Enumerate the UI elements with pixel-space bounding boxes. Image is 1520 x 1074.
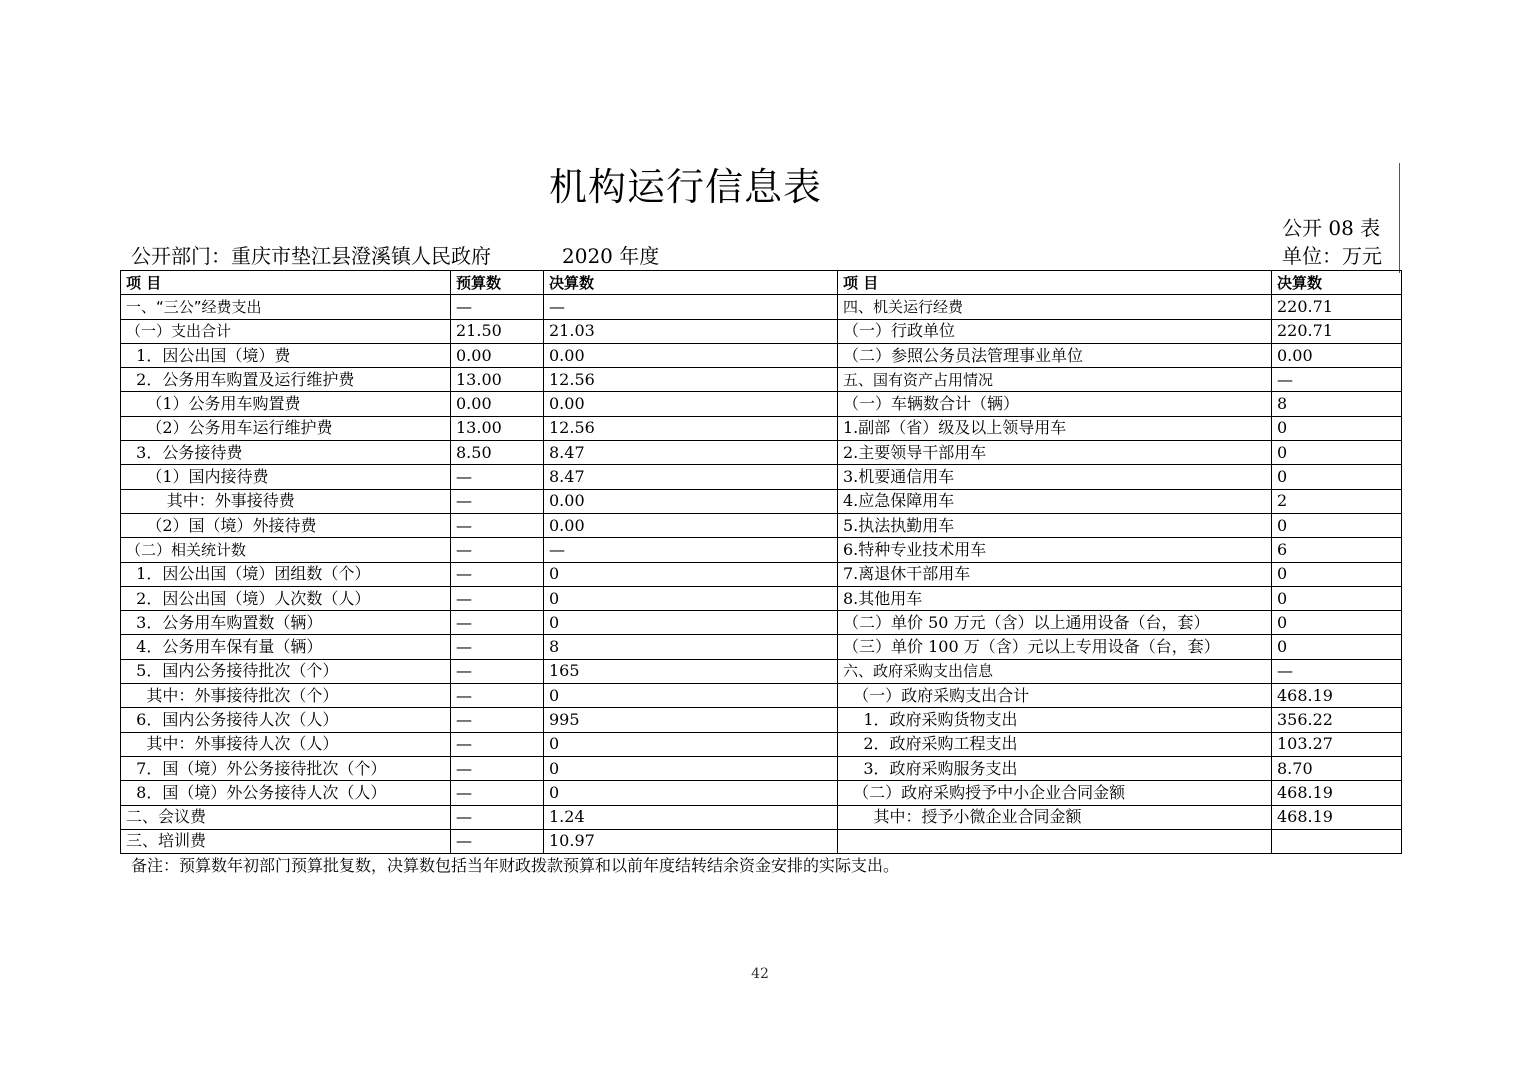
cell-final-right: 6	[1272, 538, 1402, 562]
institution-operation-table	[120, 270, 1402, 854]
cell-final-right: 0	[1272, 465, 1402, 489]
page-number: 42	[751, 966, 769, 982]
cell-final-right: —	[1272, 368, 1402, 392]
cell-item-right: （二）政府采购授予中小企业合同金额	[838, 781, 1272, 805]
cell-final-left: 0	[544, 684, 838, 708]
cell-budget: —	[451, 659, 544, 683]
department-label: 公开部门：重庆市垫江县澄溪镇人民政府	[131, 244, 491, 268]
cell-budget: —	[451, 732, 544, 756]
cell-item-right: 1.副部（省）级及以上领导用车	[838, 416, 1272, 440]
cell-item-left: 5．国内公务接待批次（个）	[121, 659, 451, 683]
cell-final-right: 0	[1272, 416, 1402, 440]
cell-item-left: 1．因公出国（境）费	[121, 343, 451, 367]
cell-final-left: 0.00	[544, 513, 838, 537]
table-row	[121, 805, 1402, 829]
cell-final-right: 468.19	[1272, 684, 1402, 708]
cell-item-right: 六、政府采购支出信息	[838, 659, 1272, 683]
cell-final-right: 0	[1272, 586, 1402, 610]
table-row	[121, 416, 1402, 440]
cell-item-left: 其中：外事接待人次（人）	[121, 732, 451, 756]
cell-item-right: 3.机要通信用车	[838, 465, 1272, 489]
cell-budget: —	[451, 295, 544, 319]
cell-final-left: 10.97	[544, 829, 838, 853]
table-row	[121, 489, 1402, 513]
table-row	[121, 756, 1402, 780]
cell-item-right: （二）参照公务员法管理事业单位	[838, 343, 1272, 367]
cell-item-right: 五、国有资产占用情况	[838, 368, 1272, 392]
cell-item-left: 4．公务用车保有量（辆）	[121, 635, 451, 659]
header-final-right: 决算数	[1272, 271, 1402, 295]
cell-final-left: 21.03	[544, 319, 838, 343]
page-title: 机构运行信息表	[549, 165, 823, 209]
table-row	[121, 732, 1402, 756]
form-number: 公开 08 表	[1282, 216, 1381, 240]
cell-item-right: 6.特种专业技术用车	[838, 538, 1272, 562]
footnote: 备注：预算数年初部门预算批复数，决算数包括当年财政拨款预算和以前年度结转结余资金安排的实际支出。	[131, 856, 900, 875]
cell-budget: —	[451, 538, 544, 562]
cell-final-left: —	[544, 538, 838, 562]
cell-item-right	[838, 829, 1272, 853]
cell-item-right: 四、机关运行经费	[838, 295, 1272, 319]
cell-final-left: 0.00	[544, 392, 838, 416]
cell-budget: 21.50	[451, 319, 544, 343]
table-row	[121, 368, 1402, 392]
cell-final-left: 0	[544, 732, 838, 756]
cell-budget: —	[451, 562, 544, 586]
cell-budget: 8.50	[451, 441, 544, 465]
cell-final-right: 220.71	[1272, 295, 1402, 319]
cell-item-left: 1．因公出国（境）团组数（个）	[121, 562, 451, 586]
cell-budget: —	[451, 781, 544, 805]
table-row	[121, 465, 1402, 489]
cell-item-left: 2．因公出国（境）人次数（人）	[121, 586, 451, 610]
table-row	[121, 635, 1402, 659]
table-row	[121, 611, 1402, 635]
cell-item-left: （1）公务用车购置费	[121, 392, 451, 416]
cell-final-right: 356.22	[1272, 708, 1402, 732]
cell-final-left: 0	[544, 756, 838, 780]
cell-item-left: 8．国（境）外公务接待人次（人）	[121, 781, 451, 805]
cell-final-left: —	[544, 295, 838, 319]
cell-item-right: 2．政府采购工程支出	[838, 732, 1272, 756]
cell-item-left: 其中：外事接待费	[121, 489, 451, 513]
cell-item-right: （二）单价 50 万元（含）以上通用设备（台，套）	[838, 611, 1272, 635]
cell-item-right: 其中：授予小微企业合同金额	[838, 805, 1272, 829]
cell-final-right: 0	[1272, 635, 1402, 659]
cell-final-right: 103.27	[1272, 732, 1402, 756]
cell-final-right: 0	[1272, 562, 1402, 586]
cell-item-left: 2．公务用车购置及运行维护费	[121, 368, 451, 392]
cell-final-right: 220.71	[1272, 319, 1402, 343]
cell-final-left: 1.24	[544, 805, 838, 829]
cell-budget: —	[451, 829, 544, 853]
cell-budget: 13.00	[451, 416, 544, 440]
table-row	[121, 343, 1402, 367]
cell-final-right: 2	[1272, 489, 1402, 513]
table-row	[121, 659, 1402, 683]
table-row	[121, 295, 1402, 319]
cell-final-right: 0	[1272, 611, 1402, 635]
cell-item-left: 二、会议费	[121, 805, 451, 829]
unit-label: 单位：万元	[1282, 244, 1382, 268]
cell-budget: —	[451, 513, 544, 537]
cell-item-right: （三）单价 100 万（含）元以上专用设备（台，套）	[838, 635, 1272, 659]
cell-final-right: 468.19	[1272, 781, 1402, 805]
cell-item-right: 5.执法执勤用车	[838, 513, 1272, 537]
cell-final-right: 0.00	[1272, 343, 1402, 367]
table-row	[121, 708, 1402, 732]
cell-final-right: 8.70	[1272, 756, 1402, 780]
cell-budget: 0.00	[451, 392, 544, 416]
cell-final-left: 0	[544, 562, 838, 586]
fiscal-year: 2020 年度	[562, 244, 660, 268]
cell-final-right: 468.19	[1272, 805, 1402, 829]
table-row	[121, 684, 1402, 708]
cell-item-left: （2）国（境）外接待费	[121, 513, 451, 537]
header-final-left: 决算数	[544, 271, 838, 295]
cell-final-left: 165	[544, 659, 838, 683]
header-divider	[1399, 163, 1400, 273]
cell-budget: —	[451, 611, 544, 635]
cell-item-left: （1）国内接待费	[121, 465, 451, 489]
cell-budget: —	[451, 489, 544, 513]
cell-item-right: （一）政府采购支出合计	[838, 684, 1272, 708]
cell-item-left: 6．国内公务接待人次（人）	[121, 708, 451, 732]
cell-budget: —	[451, 586, 544, 610]
cell-final-right: 0	[1272, 513, 1402, 537]
header-budget: 预算数	[451, 271, 544, 295]
cell-item-right: 4.应急保障用车	[838, 489, 1272, 513]
cell-item-right: （一）车辆数合计（辆）	[838, 392, 1272, 416]
cell-budget: 13.00	[451, 368, 544, 392]
table-row	[121, 562, 1402, 586]
cell-budget: —	[451, 756, 544, 780]
cell-final-left: 995	[544, 708, 838, 732]
cell-final-left: 0	[544, 611, 838, 635]
cell-item-right: 1．政府采购货物支出	[838, 708, 1272, 732]
cell-final-right: —	[1272, 659, 1402, 683]
header-item-right: 项 目	[838, 271, 1272, 295]
cell-final-left: 12.56	[544, 368, 838, 392]
table-row	[121, 513, 1402, 537]
table-row	[121, 829, 1402, 853]
cell-item-left: （一）支出合计	[121, 319, 451, 343]
cell-final-right: 0	[1272, 441, 1402, 465]
cell-budget: —	[451, 805, 544, 829]
cell-item-left: 3．公务用车购置数（辆）	[121, 611, 451, 635]
cell-final-right	[1272, 829, 1402, 853]
cell-item-right: 7.离退休干部用车	[838, 562, 1272, 586]
cell-final-left: 0	[544, 781, 838, 805]
table-row	[121, 781, 1402, 805]
cell-item-left: （2）公务用车运行维护费	[121, 416, 451, 440]
cell-budget: —	[451, 708, 544, 732]
cell-item-right: 2.主要领导干部用车	[838, 441, 1272, 465]
cell-item-left: 7．国（境）外公务接待批次（个）	[121, 756, 451, 780]
cell-item-left: 其中：外事接待批次（个）	[121, 684, 451, 708]
table-body	[121, 295, 1402, 854]
cell-final-left: 8.47	[544, 441, 838, 465]
cell-final-left: 0.00	[544, 343, 838, 367]
cell-budget: —	[451, 635, 544, 659]
table-header-row	[121, 271, 1402, 295]
table-row	[121, 441, 1402, 465]
cell-item-left: 一、“三公”经费支出	[121, 295, 451, 319]
cell-item-right: 8.其他用车	[838, 586, 1272, 610]
cell-budget: 0.00	[451, 343, 544, 367]
cell-final-left: 8.47	[544, 465, 838, 489]
table-row	[121, 319, 1402, 343]
table-row	[121, 586, 1402, 610]
cell-final-left: 0.00	[544, 489, 838, 513]
cell-budget: —	[451, 465, 544, 489]
table-row	[121, 538, 1402, 562]
cell-budget: —	[451, 684, 544, 708]
cell-final-right: 8	[1272, 392, 1402, 416]
cell-final-left: 8	[544, 635, 838, 659]
table-row	[121, 392, 1402, 416]
cell-item-right: （一）行政单位	[838, 319, 1272, 343]
cell-item-left: 3．公务接待费	[121, 441, 451, 465]
cell-final-left: 0	[544, 586, 838, 610]
cell-item-left: （二）相关统计数	[121, 538, 451, 562]
cell-item-left: 三、培训费	[121, 829, 451, 853]
cell-item-right: 3．政府采购服务支出	[838, 756, 1272, 780]
header-item-left: 项 目	[121, 271, 451, 295]
cell-final-left: 12.56	[544, 416, 838, 440]
